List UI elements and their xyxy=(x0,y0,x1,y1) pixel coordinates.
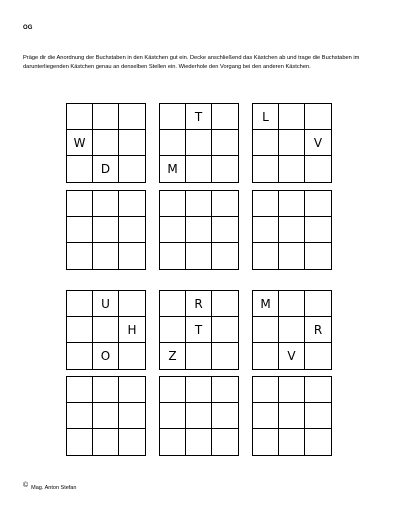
grid-cell xyxy=(279,104,305,130)
grid-cell xyxy=(279,191,305,217)
grid-cell: R xyxy=(186,291,212,317)
grid-cell xyxy=(305,429,331,455)
copyright-symbol: © xyxy=(23,482,29,489)
grid-cell: R xyxy=(305,317,331,343)
letter-grid xyxy=(66,190,146,270)
grid-cell: V xyxy=(305,130,331,156)
grid-cell xyxy=(212,317,238,343)
grid-cell xyxy=(253,317,279,343)
grid-cell xyxy=(119,429,145,455)
grid-cell xyxy=(119,377,145,403)
letter-grid xyxy=(252,376,332,456)
grid-cell xyxy=(160,291,186,317)
grid-cell xyxy=(279,429,305,455)
grid-cell xyxy=(212,217,238,243)
grid-cell xyxy=(253,243,279,269)
grid-cell: U xyxy=(93,291,119,317)
letter-grid xyxy=(252,103,332,183)
grid-cell xyxy=(212,343,238,369)
worksheet-code: OG xyxy=(23,25,33,31)
grid-cell xyxy=(186,243,212,269)
letter-grid xyxy=(66,376,146,456)
copyright-footer xyxy=(23,484,76,491)
grid-cell xyxy=(253,156,279,182)
grid-cell xyxy=(67,317,93,343)
letter-grid xyxy=(66,103,146,183)
grid-cell xyxy=(253,191,279,217)
grid-cell xyxy=(212,130,238,156)
letter-grid xyxy=(252,290,332,370)
grid-cell xyxy=(67,191,93,217)
grid-cell xyxy=(119,217,145,243)
grid-cell xyxy=(253,403,279,429)
grid-cell: Z xyxy=(160,343,186,369)
grid-cell xyxy=(253,217,279,243)
grid-cell xyxy=(160,130,186,156)
grid-cell xyxy=(305,243,331,269)
grid-cell xyxy=(119,156,145,182)
grid-cell xyxy=(119,104,145,130)
grid-cell xyxy=(305,403,331,429)
grid-cell: H xyxy=(119,317,145,343)
grid-cell xyxy=(305,217,331,243)
grid-cell xyxy=(186,377,212,403)
grid-cell xyxy=(305,156,331,182)
grid-cell xyxy=(93,191,119,217)
grid-cell xyxy=(119,403,145,429)
letter-grid xyxy=(159,290,239,370)
grid-cell xyxy=(305,104,331,130)
grid-cell xyxy=(212,377,238,403)
grid-cell xyxy=(186,343,212,369)
grid-cell xyxy=(119,191,145,217)
grid-cell xyxy=(279,217,305,243)
grid-cell xyxy=(212,191,238,217)
grid-cell xyxy=(212,429,238,455)
grid-cell xyxy=(160,104,186,130)
grid-cell xyxy=(160,317,186,343)
grid-cell xyxy=(305,377,331,403)
grid-cell xyxy=(119,130,145,156)
grid-cell xyxy=(160,243,186,269)
grid-cell xyxy=(253,377,279,403)
grid-cell xyxy=(119,291,145,317)
grid-cell xyxy=(279,403,305,429)
grid-cell xyxy=(67,156,93,182)
author-name: Mag. Anton Stefan xyxy=(31,485,77,491)
grid-cell xyxy=(279,317,305,343)
grid-cell xyxy=(67,104,93,130)
grid-cell: T xyxy=(186,104,212,130)
grid-cell xyxy=(160,191,186,217)
grid-cell xyxy=(279,291,305,317)
grid-cell: O xyxy=(93,343,119,369)
grid-cell xyxy=(67,377,93,403)
grid-cell xyxy=(93,217,119,243)
grid-cell: V xyxy=(279,343,305,369)
grid-cell xyxy=(279,130,305,156)
grid-cell xyxy=(67,217,93,243)
letter-grid xyxy=(159,190,239,270)
letter-grid xyxy=(66,290,146,370)
grid-cell xyxy=(212,243,238,269)
grid-cell xyxy=(305,191,331,217)
grid-cell xyxy=(212,291,238,317)
grid-cell xyxy=(186,156,212,182)
grid-cell xyxy=(67,343,93,369)
grid-cell xyxy=(279,377,305,403)
grid-cell xyxy=(119,243,145,269)
grid-cell xyxy=(67,291,93,317)
grid-cell xyxy=(279,156,305,182)
grid-cell xyxy=(67,403,93,429)
grid-cell xyxy=(186,191,212,217)
grid-cell xyxy=(93,104,119,130)
grid-cell xyxy=(93,403,119,429)
grid-cell xyxy=(212,104,238,130)
grid-cell xyxy=(212,403,238,429)
grid-cell xyxy=(305,291,331,317)
grid-cell xyxy=(253,343,279,369)
grid-cell xyxy=(93,429,119,455)
grid-cell xyxy=(186,403,212,429)
grid-cell xyxy=(186,429,212,455)
grid-cell xyxy=(67,243,93,269)
grid-cell: D xyxy=(93,156,119,182)
instruction-text: Präge dir die Anordnung der Buchstaben in den Kästchen gut ein. Decke anschließend das Kästchen ab und trage die Buchstaben im darunterliegenden Kästchen genau an denselben Stellen ein. Wiederhole den Vorgang bei den anderen Kästchen. xyxy=(23,55,360,70)
grid-cell xyxy=(93,377,119,403)
grid-cell: M xyxy=(253,291,279,317)
grid-cell xyxy=(253,429,279,455)
grid-cell xyxy=(212,156,238,182)
letter-grid xyxy=(159,103,239,183)
grid-cell xyxy=(160,377,186,403)
grid-cell xyxy=(186,217,212,243)
grid-cell xyxy=(160,429,186,455)
letter-grid xyxy=(252,190,332,270)
grid-cell: T xyxy=(186,317,212,343)
grid-cell xyxy=(160,217,186,243)
grid-cell xyxy=(279,243,305,269)
grid-cell xyxy=(160,403,186,429)
grid-cell xyxy=(119,343,145,369)
grid-cell xyxy=(253,130,279,156)
letter-grid xyxy=(159,376,239,456)
grid-cell xyxy=(305,343,331,369)
grid-cell xyxy=(93,317,119,343)
grid-cell xyxy=(186,130,212,156)
grid-cell: W xyxy=(67,130,93,156)
grid-cell xyxy=(67,429,93,455)
grid-cell: L xyxy=(253,104,279,130)
grid-cell: M xyxy=(160,156,186,182)
grid-cell xyxy=(93,243,119,269)
grid-cell xyxy=(93,130,119,156)
